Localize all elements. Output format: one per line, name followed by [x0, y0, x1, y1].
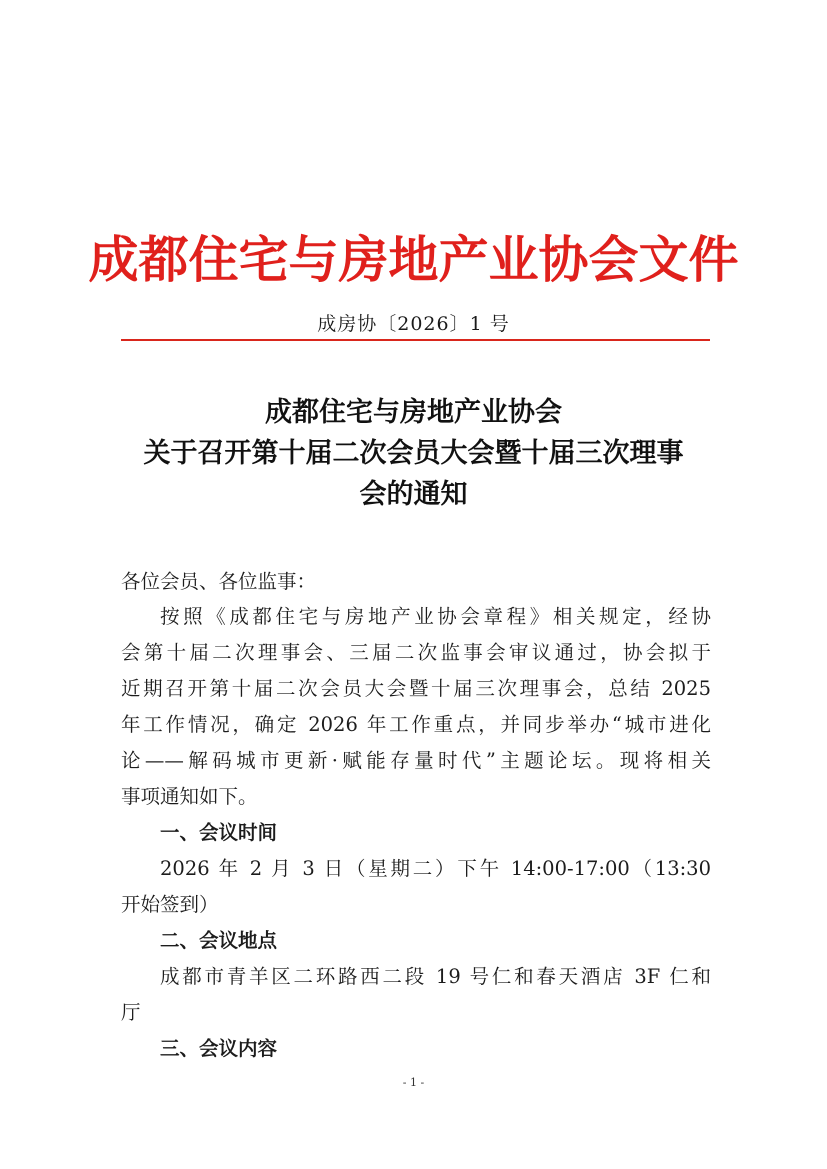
section-heading-location: 二、会议地点 [160, 929, 278, 952]
issuer-header-title: 成都住宅与房地产业协会文件 [88, 230, 739, 289]
intro-line: 按照《成都住宅与房地产业协会章程》相关规定，经协 [160, 605, 711, 628]
meeting-time-line: 开始签到） [121, 893, 219, 916]
intro-line: 论——解码城市更新·赋能存量时代”主题论坛。现将相关 [121, 749, 711, 772]
notice-title-line: 关于召开第十届二次会员大会暨十届三次理事 [143, 438, 684, 469]
intro-line: 近期召开第十届二次会员大会暨十届三次理事会，总结 2025 [121, 677, 711, 700]
page-number: - 1 - [402, 1076, 425, 1089]
document-number: 成房协〔2026〕1 号 [317, 313, 510, 335]
meeting-time-line: 2026 年 2 月 3 日（星期二）下午 14:00-17:00（13:30 [160, 857, 711, 880]
red-divider-rule [121, 339, 710, 341]
section-heading-time: 一、会议时间 [160, 821, 278, 844]
notice-title [0, 392, 827, 515]
intro-line: 会第十届二次理事会、三届二次监事会审议通过，协会拟于 [121, 641, 711, 664]
meeting-location-line: 厅 [121, 1001, 141, 1024]
notice-title-line: 成都住宅与房地产业协会 [265, 397, 562, 428]
section-heading-content: 三、会议内容 [160, 1037, 278, 1060]
intro-line: 事项通知如下。 [121, 785, 258, 808]
meeting-location-line: 成都市青羊区二环路西二段 19 号仁和春天酒店 3F 仁和 [160, 965, 711, 988]
salutation: 各位会员、各位监事： [121, 570, 317, 593]
intro-line: 年工作情况，确定 2026 年工作重点，并同步举办“城市进化 [121, 713, 711, 736]
notice-title-line: 会的通知 [359, 479, 468, 510]
